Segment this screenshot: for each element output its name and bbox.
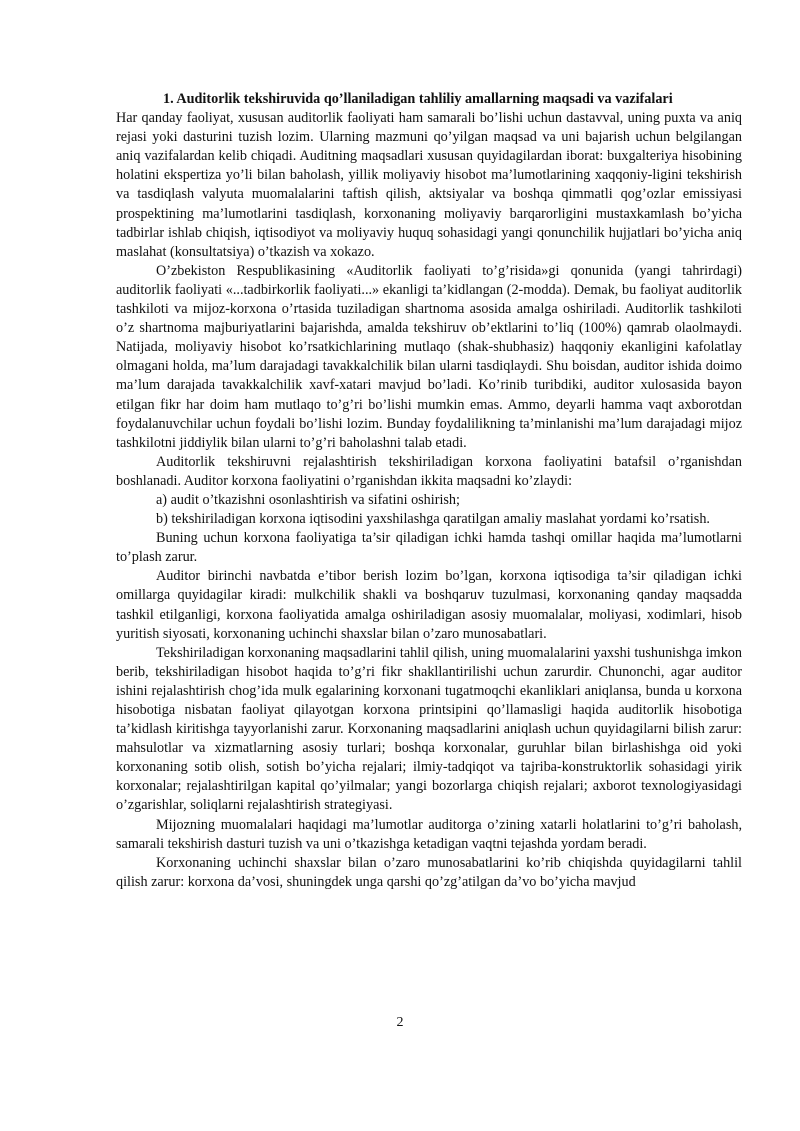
list-item-b: b) tekshiriladigan korxona iqtisodini yaxshilashga qaratilgan amaliy maslahat yordami ko’rsatish.	[156, 511, 710, 528]
paragraph-factors: Buning uchun korxona faoliyatiga ta’sir qiladigan ichki hamda tashqi omillar haqida ma’lumotlarni to’plash zarur.	[116, 530, 742, 566]
section-heading: 1. Auditorlik tekshiruvida qo’llaniladigan tahliliy amallarning maqsadi va vazifalari	[163, 91, 673, 107]
page-content	[116, 90, 742, 892]
page-number: 2	[396, 1015, 404, 1030]
paragraph-audit-goals: Har qanday faoliyat, xususan auditorlik faoliyati ham samarali bo’lishi uchun dastavval, uning puxta va aniq rejasi yoki dasturini tuzish lozim. Ularning mazmuni qo’yilgan maqsad va uni bajarish uchun belgilangan aniq vazifalardan kelib chiqadi. Auditning maqsadlari xususan quyidagilardan iborat: buxgalteriya hisobining holatini ekspertiza yo’li bilan baholash, yillik moliyaviy hisobot ma’lumotlarining xaqqoniy-ligini tekshirish va tasdiqlash valyuta muomalalarini taftish qilish, aktsiyalar va boshqa qimmatli qog’ozlar emissiyasi prospektining ma’lumotlarini tasdiqlash, korxonaning moliyaviy barqarorligini mustaxkamlash bo’yicha tadbirlar ishlab chiqish, iqtisodiyot va moliyaviy huquq sohasidagi yangi qonunchilik hujjatlari bo’yicha aniq maslahat (konsultatsiya) o’tkazish va xokazo.	[116, 110, 742, 260]
paragraph-law-reference: O’zbekiston Respublikasining «Auditorlik faoliyati to’g’risida»gi qonunida (yangi tahrirdagi) auditorlik faoliyati «...tadbirkorlik faoliyati...» ekanligi ta’kidlangan (2-modda). Demak, bu faoliyat auditorlik tashkiloti va mijoz-korxona o’rtasida tuziladigan shartnoma asosida amalga oshiriladi. Auditorlik tashkiloti o’z shartnoma majburiyatlarini bajarishda, amalda tekshiruv ob’ektlarini to’liq (100%) qamrab olaolmaydi. Natijada, moliyaviy hisobot ko’rsatkichlarining mutlaqo (shak-shubhasiz) haqqoniy ekanligini kafolatlay olmagani holda, ma’lum darajadagi tavakkalchilik bilan ularni tasdiqlaydi. Shu boisdan, auditor ishida doimo ma’lum darajada tavakkalchilik xavf-xatari mavjud bo’ladi. Ko’rinib turibdiki, auditor xulosasida bayon etilgan fikr har doim ham mutlaqo to’g’ri bo’lishi mumkin emas. Ammo, deyarli hamma vaqt axborotdan foydalanuvchilar uchun foydali bo’lishi lozim. Bunday foydalilikning ta’minlanishi ma’lum darajadagi mijoz tashkilotni jiddiylik bilan ularni to’g’ri baholashni talab etadi.	[116, 262, 742, 451]
list-item-a: a) audit o’tkazishni osonlashtirish va sifatini oshirish;	[156, 491, 460, 508]
paragraph-audit-planning: Auditorlik tekshiruvni rejalashtirish tekshiriladigan korxona faoliyatini batafsil o’rganishdan boshlanadi. Auditor korxona faoliyatini o’rganishdan ikkita maqsadni ko’zlaydi:	[116, 453, 742, 489]
paragraph-third-parties: Korxonaning uchinchi shaxslar bilan o’zaro munosabatlarini ko’rib chiqishda quyidagilarni tahlil qilish zarur: korxona da’vosi, shuningdek unga qarshi qo’zg’atilgan da’vo bo’yicha mavjud	[116, 854, 742, 890]
paragraph-internal-factors: Auditor birinchi navbatda e’tibor berish lozim bo’lgan, korxona iqtisodiga ta’sir qiladigan ichki omillarga quyidagilar kiradi: mulkchilik shakli va boshqaruv tuzulmasi, korxonaning qanday maqsadda tashkil etilganligi, korxona faoliyatida amalga oshiriladigan asosiy muomalalar, moliyasi, xodimlari, hisob yuritish siyosati, korxonaning uchinchi shaxslar bilan o’zaro munosabatlari.	[116, 568, 742, 642]
paragraph-client-operations: Mijozning muomalalari haqidagi ma’lumotlar auditorga o’zining xatarli holatlarini to’g’ri baholash, samarali tekshirish dasturi tuzish va uni o’tkazishga ketadigan vaqtni tejashda yordam beradi.	[116, 816, 742, 852]
paragraph-goal-analysis: Tekshiriladigan korxonaning maqsadlarini tahlil qilish, uning muomalalarini yaxshi tushunishga imkon berib, tekshiriladigan hisobot haqida to’g’ri fikr shakllantirilishi uchun zarurdir. Chunonchi, agar auditor ishini rejalashtirish chog’ida mulk egalarining korxonani tugatmoqchi ekanliklari aniqlansa, bunda u korxona hisobotiga nisbatan faoliyat qilayotgan korxona printsipini qo’llamasligi haqida auditorlik hisobotiga ta’kidlash kiritishga tayyorlanishi zarur. Korxonaning maqsadlarini aniqlash uchun quyidagilarni bilish zarur: mahsulotlar va xizmatlarning asosiy turlari; boshqa korxonalar, guruhlar bilan birlashishga oid yoki korxonaning sotib olish, sotish bo’yicha rejalari; ilmiy-tadqiqot va tajriba-konstruktorlik sohasidagi yirik korxonalar; rejalashtirilgan kapital qo’yilmalar; yangi bozorlarga chiqish rejalari; axborot texnologiyasidagi o’zgarishlar, soliqlarni rejalashtirish strategiyasi.	[116, 644, 742, 814]
